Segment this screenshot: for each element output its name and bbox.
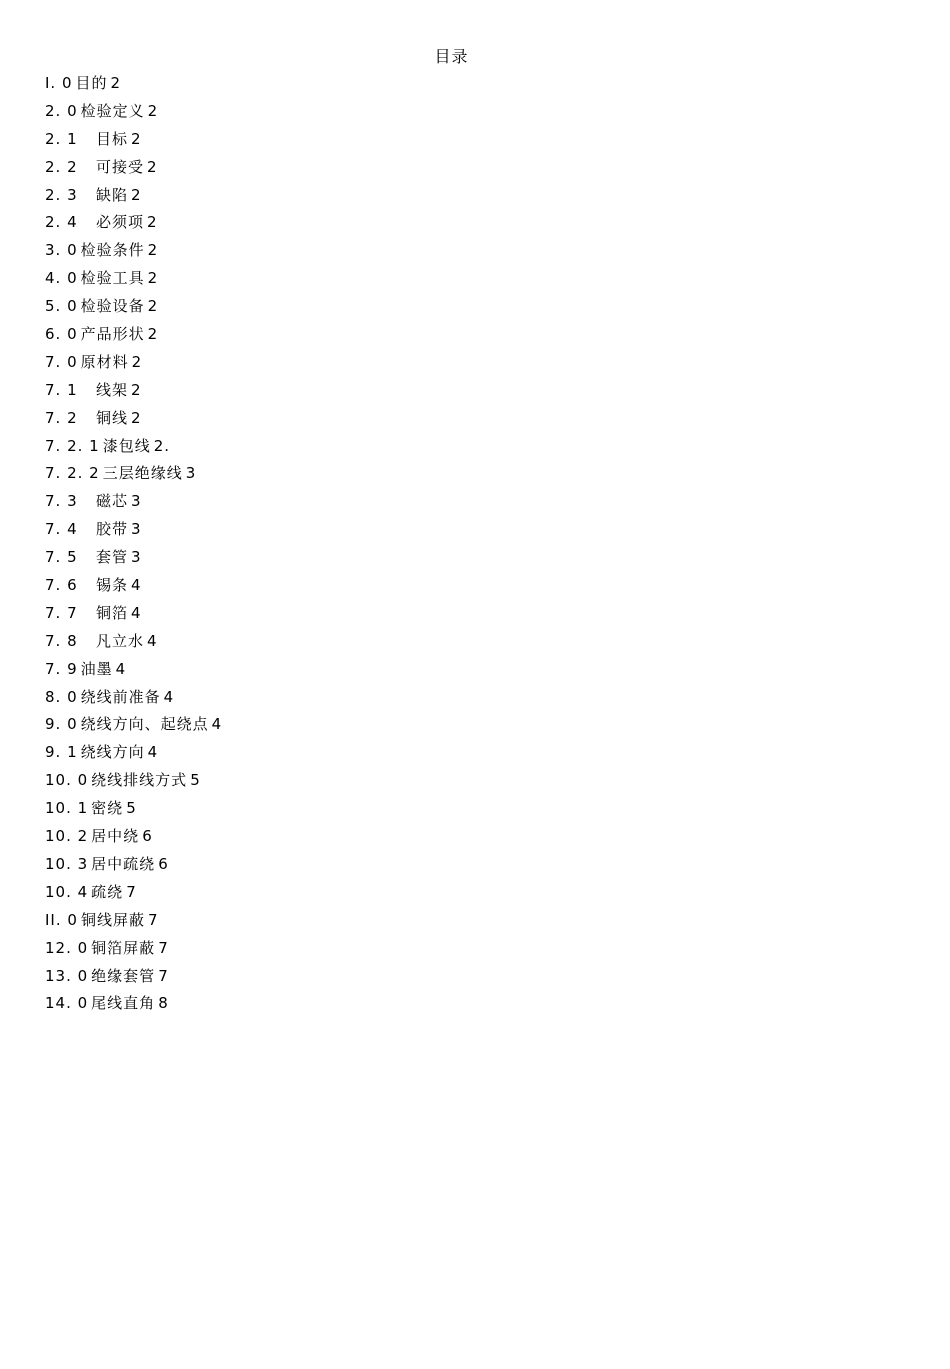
toc-entry[interactable] <box>45 156 222 184</box>
toc-entry-label: 目的 <box>75 74 108 92</box>
toc-entry-label: 检验定义 <box>80 101 145 120</box>
toc-entry-label: 绕线方向、起绕点 <box>80 715 209 734</box>
toc-entry-page-number: 2 <box>131 380 142 399</box>
toc-entry[interactable] <box>45 937 222 965</box>
toc-entry-page-number: 2 <box>147 241 159 260</box>
toc-entry-label: 铜箔屏蔽 <box>91 938 156 957</box>
toc-entry-label: 密绕 <box>91 799 124 818</box>
toc-entry-label: 胶带 <box>96 520 129 539</box>
toc-entry-page-number: 3 <box>131 492 142 511</box>
toc-entry-label: 检验工具 <box>80 269 145 288</box>
toc-entry[interactable] <box>45 267 222 295</box>
toc-entry-number: 10. 0 <box>45 771 89 790</box>
toc-entry-page-number: 7 <box>147 910 159 929</box>
toc-entry-page-number: 7 <box>158 938 169 957</box>
toc-entry[interactable] <box>45 713 222 741</box>
toc-entry-label: 居中绕 <box>91 827 140 846</box>
toc-entry-number: II. 0 <box>45 910 78 929</box>
toc-entry-number: 7. 5 <box>45 548 78 567</box>
toc-entry-page-number: 3 <box>131 520 142 539</box>
toc-entry-number: 12. 0 <box>45 938 89 957</box>
toc-entry-label: 疏绕 <box>91 882 124 901</box>
toc-entry-label: 必须项 <box>96 213 145 232</box>
toc-entry-number: 7. 3 <box>45 492 78 511</box>
toc-entry-label: 绕线前准备 <box>80 687 161 706</box>
toc-entry-label: 铜线屏蔽 <box>80 910 145 929</box>
toc-entry[interactable] <box>45 184 222 212</box>
toc-entry-number: 6. 0 <box>45 325 78 344</box>
toc-entry-number: 7. 6 <box>45 576 78 595</box>
toc-entry-number: 7. 2 <box>45 408 78 427</box>
toc-entry-page-number: 2 <box>110 74 122 92</box>
toc-entry-label: 原材料 <box>80 352 129 371</box>
toc-entry-number: 7. 4 <box>45 520 78 539</box>
toc-entry-page-number: 2 <box>147 213 158 232</box>
toc-entry-page-number: 2 <box>147 297 159 316</box>
toc-entry[interactable] <box>45 351 222 379</box>
toc-entry-label: 线架 <box>96 380 129 399</box>
toc-entry-label: 可接受 <box>96 157 145 176</box>
toc-entry-page-number: 2 <box>131 185 142 204</box>
toc-entry[interactable] <box>45 211 222 239</box>
toc-entry[interactable] <box>45 490 222 518</box>
toc-entry[interactable] <box>45 965 222 993</box>
toc-entry-number: 2. 3 <box>45 185 78 204</box>
toc-entry-page-number: 4 <box>131 576 142 595</box>
toc-entry[interactable] <box>45 853 222 881</box>
toc-entry-page-number: 5 <box>190 771 201 790</box>
toc-entry-number: 2. 0 <box>45 101 78 120</box>
toc-entry-number: 7. 2. 2 <box>45 464 100 483</box>
toc-entry-label: 三层绝缘线 <box>102 464 183 483</box>
toc-entry[interactable] <box>45 797 222 825</box>
toc-entry-page-number: 3 <box>131 548 142 567</box>
toc-entry-number: 7. 7 <box>45 603 78 622</box>
toc-entry-number: 8. 0 <box>45 687 78 706</box>
toc-entry-page-number: 7 <box>126 882 137 901</box>
toc-entry-number: 7. 2. 1 <box>45 436 100 455</box>
toc-entry-page-number: 2. <box>153 436 171 455</box>
toc-entry-number: 7. 0 <box>45 352 78 371</box>
toc-entry[interactable] <box>45 909 222 937</box>
toc-entry[interactable] <box>45 379 222 407</box>
toc-entry-page-number: 4 <box>211 715 223 734</box>
toc-entry-page-number: 2 <box>147 157 158 176</box>
toc-entry-number: 9. 1 <box>45 743 78 762</box>
toc-title: 目录 <box>434 47 469 66</box>
toc-entry-number: 13. 0 <box>45 966 89 985</box>
toc-entry-number: 10. 4 <box>45 882 89 901</box>
toc-entry-page-number: 7 <box>158 966 169 985</box>
toc-entry[interactable] <box>45 602 222 630</box>
toc-entry[interactable] <box>45 769 222 797</box>
toc-entry-label: 漆包线 <box>102 436 151 455</box>
toc-entry-label: 油墨 <box>80 659 113 678</box>
toc-entry-page-number: 5 <box>126 799 137 818</box>
toc-entry-label: 绕线排线方式 <box>91 771 188 790</box>
toc-entry-number: 7. 1 <box>45 380 78 399</box>
toc-entry[interactable] <box>45 407 222 435</box>
toc-entry-label: 凡立水 <box>96 631 145 650</box>
toc-entry-label: 绝缘套管 <box>91 966 156 985</box>
toc-entry-number: 5. 0 <box>45 297 78 316</box>
toc-entry-page-number: 2 <box>131 129 142 148</box>
toc-entry[interactable] <box>45 462 222 490</box>
toc-entry-label: 目标 <box>96 129 129 148</box>
toc-entry[interactable] <box>45 128 222 156</box>
toc-entry-number: 10. 2 <box>45 827 89 846</box>
toc-entry-number: 10. 3 <box>45 854 89 873</box>
toc-entry-label: 检验条件 <box>80 241 145 260</box>
toc-entry-label: 尾线直角 <box>91 994 156 1013</box>
toc-entry[interactable] <box>45 881 222 909</box>
toc-entry-number: 10. 1 <box>45 799 89 818</box>
toc-entry-label: 铜箔 <box>96 603 129 622</box>
toc-entry-number: 3. 0 <box>45 241 78 260</box>
toc-entry[interactable] <box>45 100 222 128</box>
toc-entry-page-number: 6 <box>158 854 169 873</box>
toc-entry[interactable] <box>45 630 222 658</box>
toc-entry-page-number: 4 <box>147 631 158 650</box>
toc-entry-number: I. 0 <box>45 74 73 92</box>
toc-entry[interactable] <box>45 546 222 574</box>
toc-entry-number: 7. 8 <box>45 631 78 650</box>
toc-entry[interactable] <box>45 686 222 714</box>
toc-entry-page-number: 4 <box>163 687 175 706</box>
toc-entry-page-number: 8 <box>158 994 169 1013</box>
toc-entry-label: 锡条 <box>96 576 129 595</box>
toc-entry[interactable] <box>45 518 222 546</box>
toc-entry-label: 套管 <box>96 548 129 567</box>
toc-entry-number: 9. 0 <box>45 715 78 734</box>
toc-entry-number: 2. 1 <box>45 129 78 148</box>
toc-entry[interactable] <box>45 72 222 100</box>
toc-entry-page-number: 2 <box>147 101 159 120</box>
toc-entry[interactable] <box>45 658 222 686</box>
toc-entry-page-number: 3 <box>185 464 197 483</box>
toc-entry-page-number: 4 <box>115 659 127 678</box>
toc-entry[interactable] <box>45 574 222 602</box>
toc-entry-number: 2. 4 <box>45 213 78 232</box>
toc-entry-label: 磁芯 <box>96 492 129 511</box>
toc-entry-page-number: 2 <box>131 352 143 371</box>
toc-entry-page-number: 4 <box>131 603 142 622</box>
toc-entry[interactable] <box>45 825 222 853</box>
toc-entry[interactable] <box>45 295 222 323</box>
toc-entry[interactable] <box>45 239 222 267</box>
toc-entry-page-number: 2 <box>147 269 159 288</box>
toc-entry[interactable] <box>45 741 222 769</box>
toc-entry[interactable] <box>45 323 222 351</box>
table-of-contents <box>45 72 222 1020</box>
toc-entry-page-number: 6 <box>142 827 153 846</box>
toc-entry-page-number: 4 <box>147 743 159 762</box>
toc-entry-page-number: 2 <box>131 408 142 427</box>
toc-entry-number: 4. 0 <box>45 269 78 288</box>
toc-entry-label: 居中疏绕 <box>91 854 156 873</box>
toc-entry-number: 14. 0 <box>45 994 89 1013</box>
toc-entry-page-number: 2 <box>147 325 159 344</box>
toc-entry-number: 7. 9 <box>45 659 78 678</box>
toc-entry[interactable] <box>45 435 222 463</box>
toc-entry[interactable] <box>45 992 222 1020</box>
toc-entry-label: 缺陷 <box>96 185 129 204</box>
toc-entry-number: 2. 2 <box>45 157 78 176</box>
toc-entry-label: 铜线 <box>96 408 129 427</box>
toc-entry-label: 检验设备 <box>80 297 145 316</box>
toc-entry-label: 产品形状 <box>80 325 145 344</box>
toc-entry-label: 绕线方向 <box>80 743 145 762</box>
